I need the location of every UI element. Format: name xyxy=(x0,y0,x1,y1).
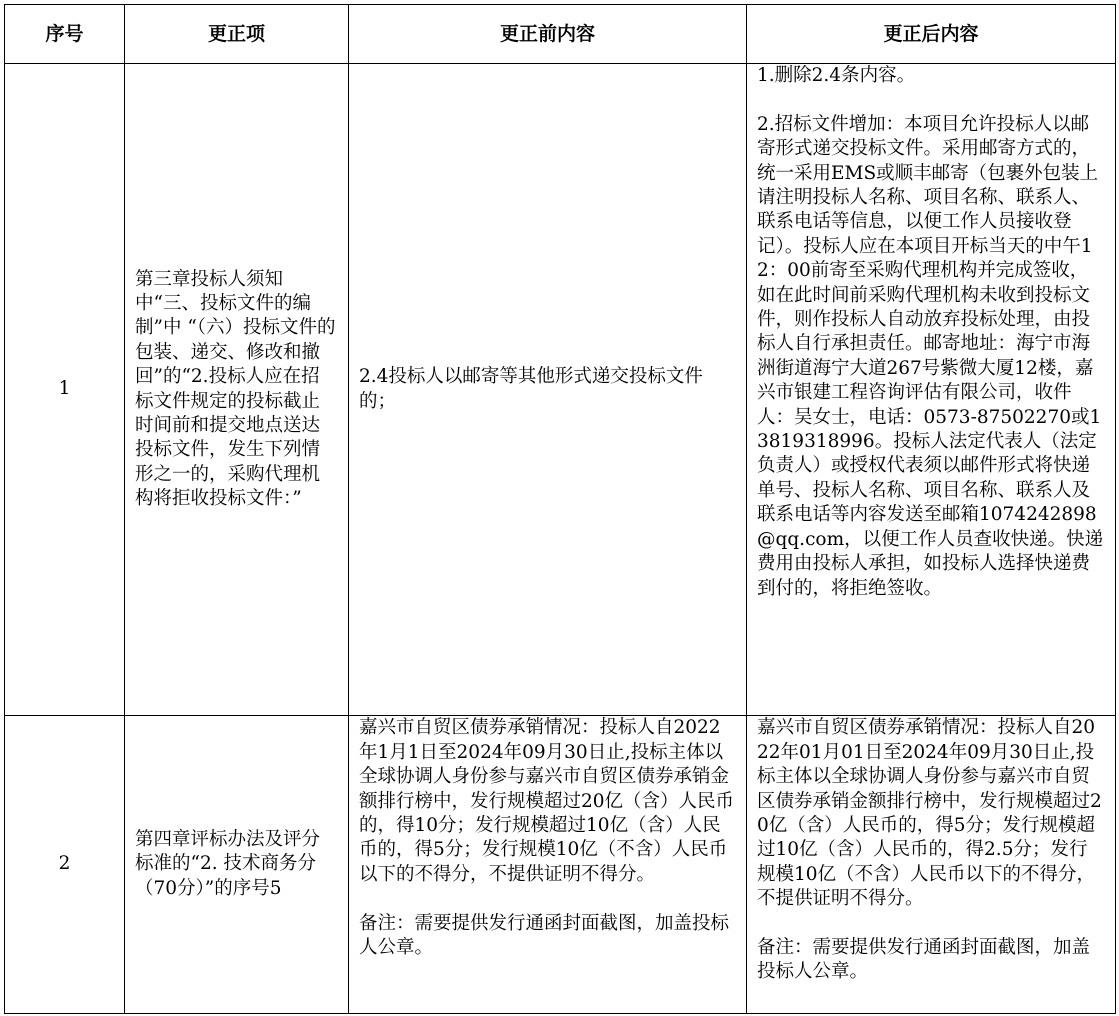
table-row xyxy=(5,716,1116,1014)
correction-table xyxy=(4,4,1116,1014)
after-paragraph: 1.删除2.4条内容。 xyxy=(757,65,916,86)
before-paragraph: 嘉兴市自贸区债券承销情况：投标人自2022年1月1日至2024年09月30日止,投标主体以全球协调人身份参与嘉兴市自贸区债券承销金额排行榜中，发行规模超过20亿（含）人民币的，得10分；发行规模超过10亿（含）人民币的，得5分；发行规模10亿（不含）人民币以下的不得分，不提供证明不得分。 xyxy=(359,717,735,885)
row-after xyxy=(747,64,1116,716)
row-item: 第三章投标人须知中“三、投标文件的编制”中 “（六）投标文件的包装、递交、修改和撤回”的“2.投标人应在招标文件规定的投标截止时间前和提交地点送达投标文件，发生下列情形之一的，采购代理机构将拒收投标文件：” xyxy=(125,64,349,716)
row-before xyxy=(349,716,747,1014)
header-row xyxy=(5,5,1116,64)
row-item: 第四章评标办法及评分标准的“2. 技术商务分（70分）”的序号5 xyxy=(125,716,349,1014)
row-index: 1 xyxy=(5,64,125,716)
before-paragraph: 备注：需要提供发行通函封面截图，加盖投标人公章。 xyxy=(359,912,730,958)
after-paragraph: 备注：需要提供发行通函封面截图，加盖投标人公章。 xyxy=(757,937,1091,983)
after-paragraph: 2.招标文件增加：本项目允许投标人以邮寄形式递交投标文件。采用邮寄方式的，统一采用EMS或顺丰邮寄（包裹外包装上请注明投标人名称、项目名称、联系人、联系电话等信息，以便工作人员接收登记）。投标人应在本项目开标当天的中午12：00前寄至采购代理机构并完成签收，如在此时间前采购代理机构未收到投标文件，则作投标人自动放弃投标处理，由投标人自行承担责任。邮寄地址：海宁市海洲街道海宁大道267号紫微大厦12楼，嘉兴市银建工程咨询评估有限公司，收件人：吴女士，电话：0573-87502270或13819318996。投标人法定代表人（法定负责人）或授权代表须以邮件形式将快递单号、投标人名称、项目名称、联系人及联系电话等内容发送至邮箱1074242898@qq.com，以便工作人员查收快递。快递费用由投标人承担，如投标人选择快递费到付的，将拒绝签收。 xyxy=(757,113,1104,599)
before-paragraph: 2.4投标人以邮寄等其他形式递交投标文件的； xyxy=(359,366,703,412)
header-before: 更正前内容 xyxy=(349,5,747,64)
after-paragraph: 嘉兴市自贸区债券承销情况：投标人自2022年01月01日至2024年09月30日止,投标主体以全球协调人身份参与嘉兴市自贸区债券承销金额排行榜中，发行规模超过20亿（含）人民币的，得5分；发行规模超过10亿（含）人民币的，得2.5分；发行规模10亿（不含）人民币以下的不得分，不提供证明不得分。 xyxy=(757,717,1102,910)
header-index: 序号 xyxy=(5,5,125,64)
row-before xyxy=(349,64,747,716)
table-row xyxy=(5,64,1116,716)
header-item: 更正项 xyxy=(125,5,349,64)
row-after xyxy=(747,716,1116,1014)
row-index: 2 xyxy=(5,716,125,1014)
header-after: 更正后内容 xyxy=(747,5,1116,64)
